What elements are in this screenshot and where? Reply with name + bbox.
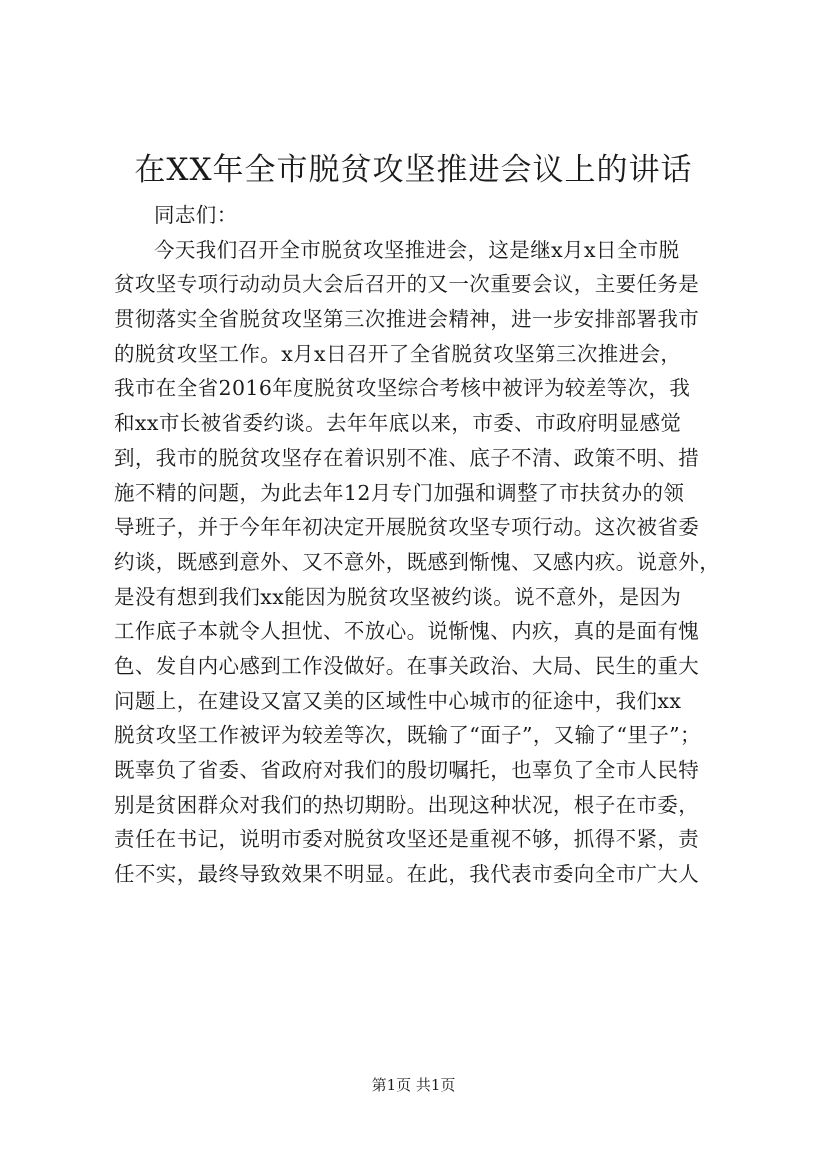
text-line: 和xx市长被省委约谈。去年年底以来，市委、市政府明显感觉	[114, 411, 682, 436]
text-line: 约谈，既感到意外、又不意外，既感到惭愧、又感内疚。说意外，	[114, 549, 721, 574]
text-line: 既辜负了省委、省政府对我们的殷切嘱托，也辜负了全市人民特	[114, 758, 700, 782]
text-line: 色、发自内心感到工作没做好。在事关政治、大局、民生的重大	[114, 653, 700, 678]
text-line: 脱贫攻坚工作被评为较差等次，既输了“面子”，又输了“里子”；	[114, 723, 701, 748]
text-line: 贯彻落实全省脱贫攻坚第三次推进会精神，进一步安排部署我市	[114, 307, 700, 332]
text-line: 是没有想到我们xx能因为脱贫攻坚被约谈。说不意外，是因为	[114, 584, 682, 609]
text-line: 的脱贫攻坚工作。x月x日召开了全省脱贫攻坚第三次推进会，	[114, 341, 682, 366]
text-line: 导班子，并于今年年初决定开展脱贫攻坚专项行动。这次被省委	[114, 515, 700, 540]
text-line: 问题上，在建设又富又美的区域性中心城市的征途中，我们xx	[114, 688, 682, 713]
page-number-footer: 第1页 共1页	[371, 1076, 456, 1094]
text-line: 今天我们召开全市脱贫攻坚推进会，这是继x月x日全市脱	[154, 237, 680, 262]
speech-body	[114, 198, 754, 892]
text-line: 我市在全省2016年度脱贫攻坚综合考核中被评为较差等次，我	[114, 376, 691, 401]
text-line: 别是贫困群众对我们的热切期盼。出现这种状况，根子在市委，	[114, 792, 700, 817]
page-title: 在XX年全市脱贫攻坚推进会议上的讲话	[134, 152, 693, 188]
text-line: 贫攻坚专项行动动员大会后召开的又一次重要会议，主要任务是	[114, 272, 700, 297]
text-line: 施不精的问题，为此去年12月专门加强和调整了市扶贫办的领	[114, 480, 685, 505]
text-line: 任不实，最终导致效果不明显。在此，我代表市委向全市广大人	[114, 862, 700, 887]
text-line: 工作底子本就令人担忧、不放心。说惭愧、内疚，真的是面有愧	[114, 619, 700, 644]
text-line: 到，我市的脱贫攻坚存在着识别不准、底子不清、政策不明、措	[114, 445, 700, 470]
text-line: 责任在书记，说明市委对脱贫攻坚还是重视不够，抓得不紧，责	[114, 827, 700, 852]
salutation: 同志们：	[154, 203, 238, 227]
